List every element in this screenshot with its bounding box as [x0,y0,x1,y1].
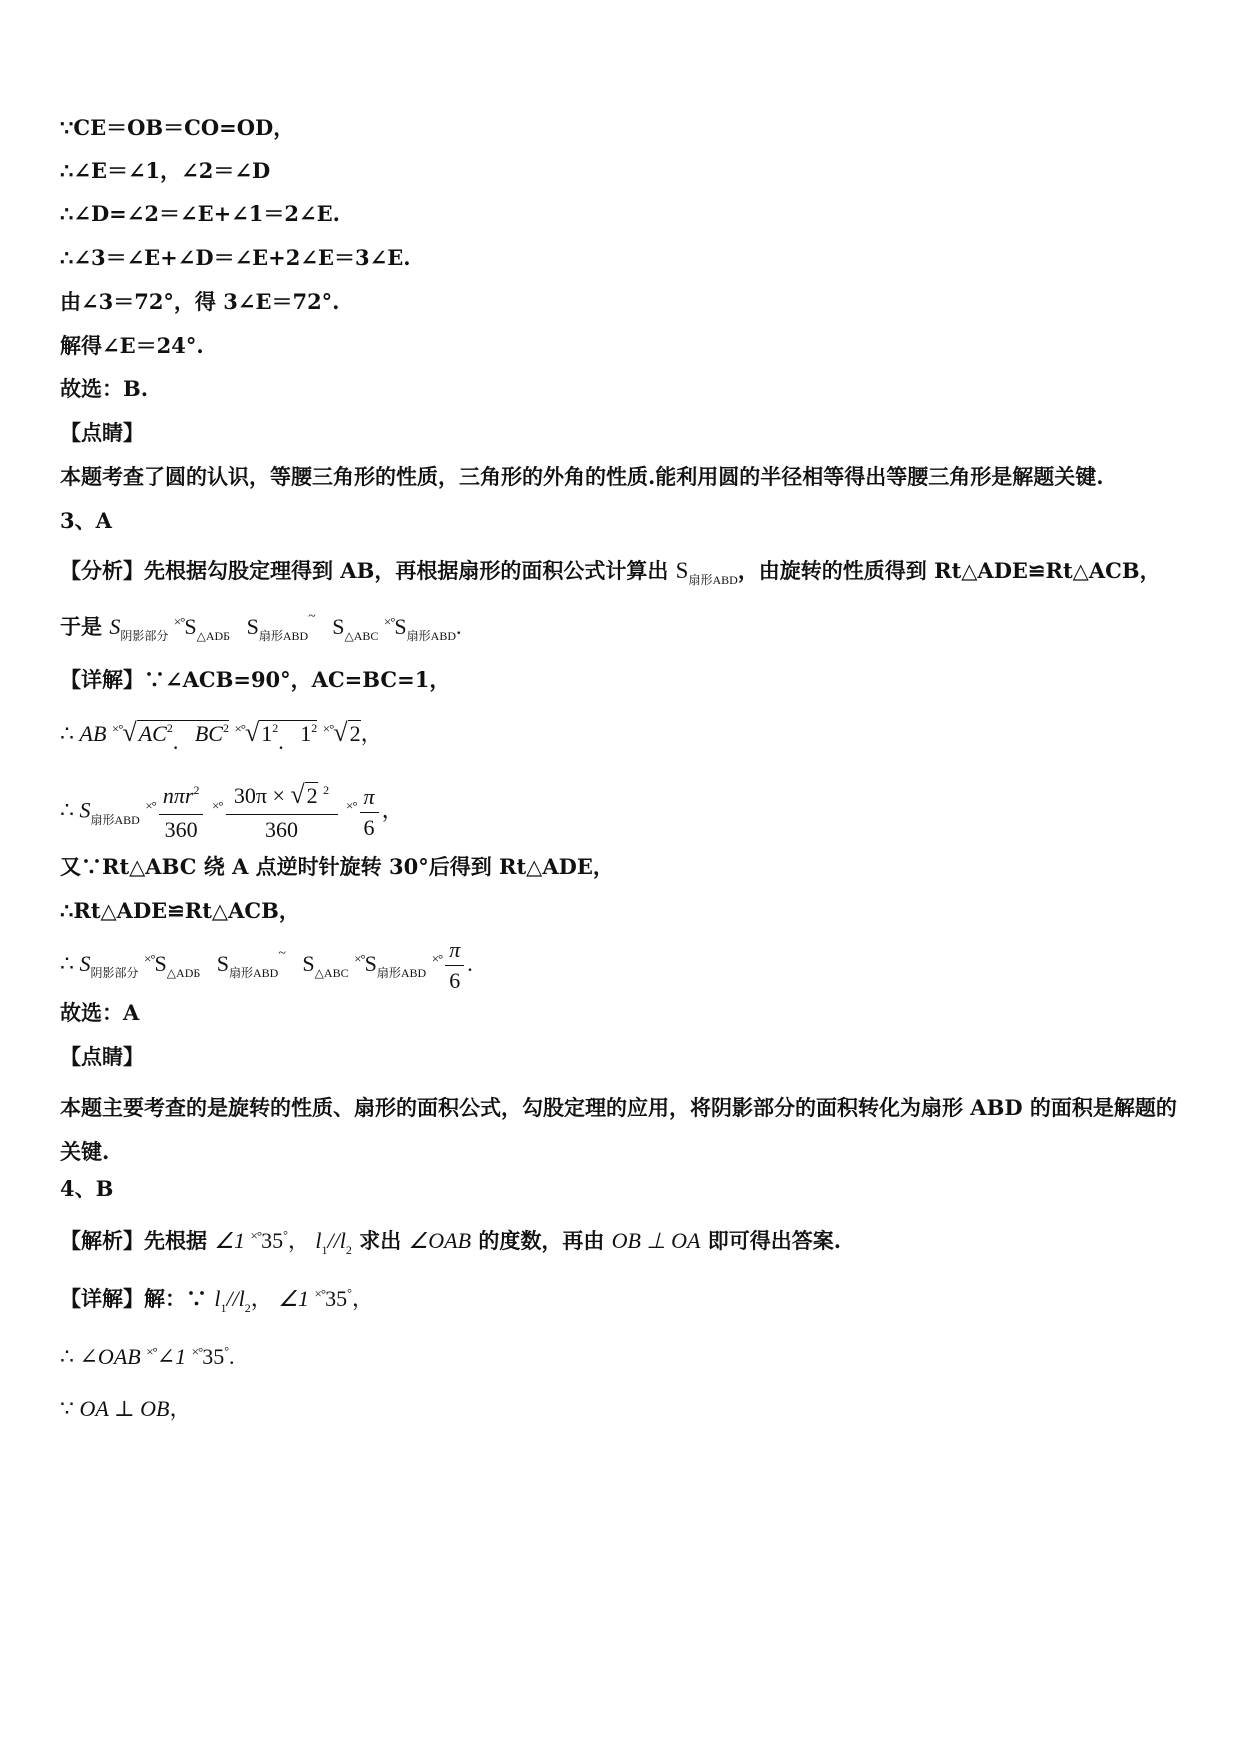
line-angle-72: 由∠3＝72°，得 3∠E＝72°. [60,289,340,314]
line-oab-35: ∴ ∠OAB ×°∠1 ×°35°. [60,1344,235,1369]
heading-dianjing-2: 【点睛】 [60,1044,144,1069]
heading-dianjing-1: 【点睛】 [60,420,144,445]
line-summary-1: 本题考查了圆的认识，等腰三角形的性质，三角形的外角的性质.能利用圆的半径相等得出等腰三角形是解题关键. [60,464,1104,489]
line-detail-3: 【详解】∵∠ACB=90°，AC=BC=1， [60,667,451,692]
line-rotation: 又∵Rt△ABC 绕 A 点逆时针旋转 30°后得到 Rt△ADE， [60,854,614,879]
line-shade-area: ∴ $S_{阴影部分}$ $^{\times^\circ}S_{\triangle ADБ}$ $S_{扇形ABD}^\sim$ $S_{\triangle ABC}$ $^{\times^\circ}S_{扇形ABD}$ ×° $\frac{\pi}{6}$ . [60,937,473,994]
line-ab-sqrt: ∴ AB $^{\times^\circ}√AC^2$. $BC^2$ $^{\times^\circ}√1^2$. $1^2$ ×°√2， [60,718,383,754]
line-so-area: 于是 $S_{阴影部分}$ $^{\times^\circ}S_{\triangle ADБ}$ $S_{扇形ABD}^\sim$ $S_{\triangle ABC}$ $^{\times^\circ}S_{扇形ABD}$. [60,609,462,643]
line-angles-equal: ∴∠E＝∠1，∠2＝∠D [60,158,271,183]
line-analysis-3: 【分析】先根据勾股定理得到 AB，再根据扇形的面积公式计算出 $S_{扇形ABD}$，由旋转的性质得到 Rt△ADE≌Rt△ACB， [60,558,1161,587]
line-sector-area: ∴ $S_{扇形ABD}$ ×° $\frac{n\pi r^2}{360}$ ×° $\frac{30\pi \times √2 ^2}{360}$ ×° $\frac{\pi}{6}$ ， [60,780,404,842]
line-congruent: ∴Rt△ADE≌Rt△ACB， [60,898,300,923]
question-3-answer: 3、A [60,508,112,533]
line-answer-a: 故选：A [60,1000,140,1025]
question-4-answer: 4、B [60,1176,114,1201]
line-analysis-4: 【解析】先根据 ∠1 ×°35°， $l_1//l_2$ 求出 ∠OAB 的度数，再由 OB ⊥ OA 即可得出答案. [60,1228,842,1257]
line-summary-2: 本题主要考查的是旋转的性质、扇形的面积公式，勾股定理的应用，将阴影部分的面积转化为扇形 ABD 的面积是解题的关键. [60,1095,1177,1164]
line-perpendicular: ∵ OA ⊥ OB， [60,1396,192,1421]
line-given: ∵CE＝OB＝CO=OD， [60,115,295,140]
line-angle-d: ∴∠D=∠2＝∠E+∠1＝2∠E. [60,201,340,226]
line-angle-3: ∴∠3＝∠E+∠D＝∠E+2∠E＝3∠E. [60,245,411,270]
line-detail-4: 【详解】解：∵ $l_1//l_2$， ∠1 ×°35°， [60,1286,374,1315]
line-answer-b: 故选：B. [60,376,149,401]
line-solve: 解得∠E＝24°. [60,333,204,358]
